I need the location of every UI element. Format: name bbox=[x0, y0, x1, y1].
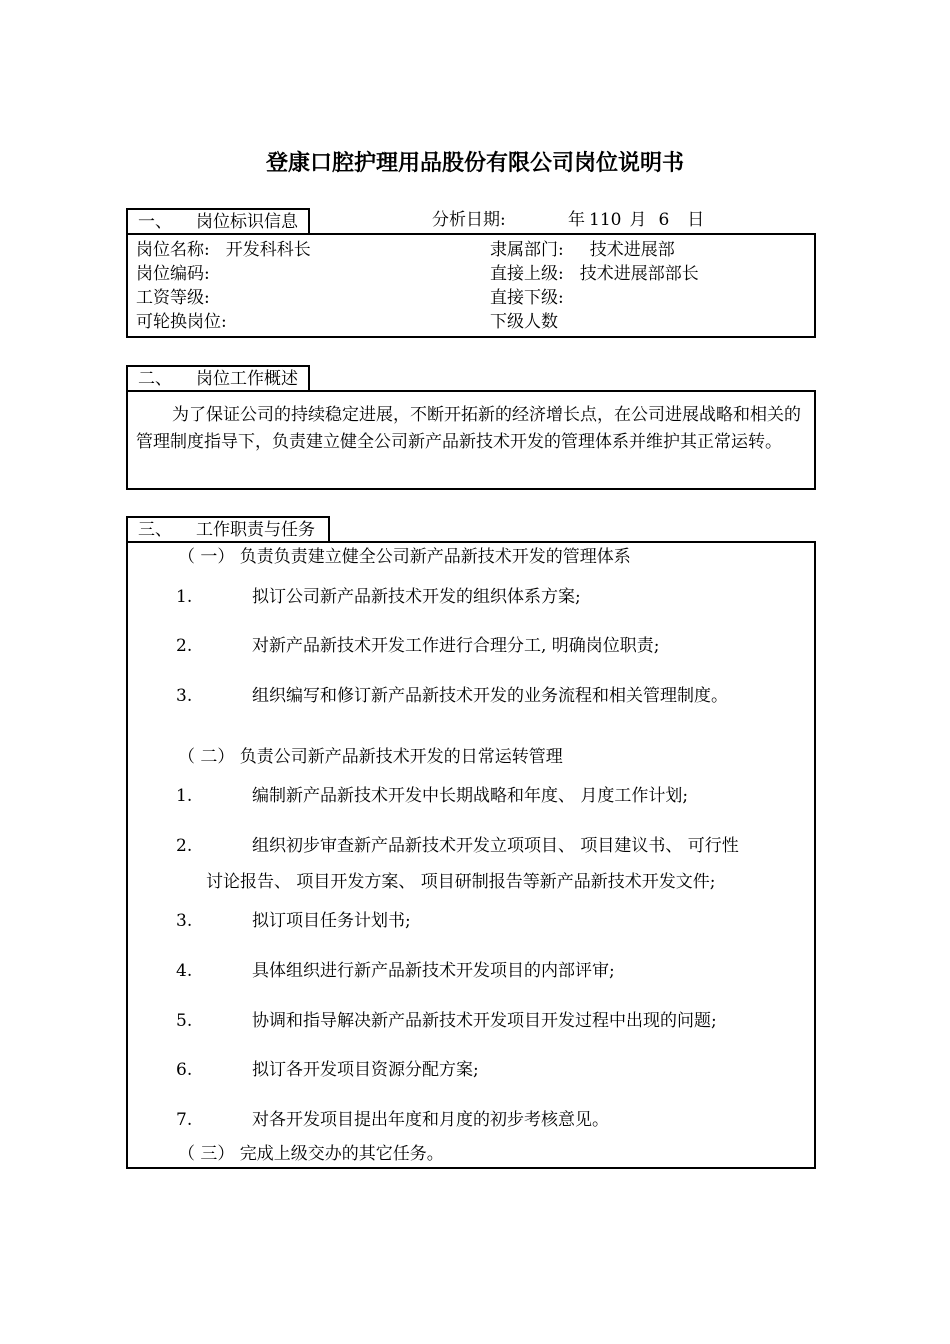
duty-item-continuation: 讨论报告、 项目开发方案、 项目研制报告等新产品新技术开发文件; bbox=[206, 872, 716, 892]
field-post-code bbox=[136, 262, 210, 286]
section3-box bbox=[126, 541, 816, 1169]
duty-item bbox=[128, 784, 814, 808]
section3-heading: 工作职责与任务 bbox=[196, 520, 315, 540]
duty-item-number: 5. bbox=[176, 1011, 193, 1031]
field-wage-grade bbox=[136, 286, 210, 310]
duty-item-text: 拟订公司新产品新技术开发的组织体系方案; bbox=[252, 587, 581, 607]
field-label: 岗位编码: bbox=[136, 264, 210, 284]
field-department bbox=[490, 238, 675, 262]
analysis-date bbox=[432, 208, 704, 232]
analysis-month-value: 110 bbox=[589, 210, 622, 230]
field-value: 开发科科长 bbox=[225, 240, 311, 260]
duty-item-text: 对各开发项目提出年度和月度的初步考核意见。 bbox=[252, 1110, 609, 1130]
duty-item-text: 组织初步审查新产品新技术开发立项项目、 项目建议书、 可行性 bbox=[252, 836, 739, 856]
analysis-label: 分析日期: bbox=[432, 210, 506, 230]
field-value: 技术进展部 bbox=[589, 240, 675, 260]
analysis-month-suffix: 月 bbox=[629, 210, 647, 230]
analysis-day-value: 6 bbox=[658, 210, 670, 230]
duty-item-number: 2. bbox=[176, 836, 193, 856]
field-label: 直接上级: bbox=[490, 264, 564, 284]
duty-item-text: 拟订项目任务计划书; bbox=[252, 911, 411, 931]
analysis-year-suffix: 年 bbox=[568, 210, 585, 230]
field-subordinate-count bbox=[490, 310, 558, 334]
field-label: 直接下级: bbox=[490, 288, 564, 308]
duty-item-text: 具体组织进行新产品新技术开发项目的内部评审; bbox=[252, 961, 615, 981]
section2-heading: 岗位工作概述 bbox=[196, 369, 298, 389]
section2-tab bbox=[126, 365, 310, 391]
duty-item bbox=[128, 634, 814, 658]
analysis-day-suffix: 日 bbox=[687, 210, 705, 230]
duty-item bbox=[128, 1009, 814, 1033]
section1-number: 一、 bbox=[138, 212, 172, 232]
duty-item bbox=[128, 585, 814, 609]
duty-item bbox=[128, 959, 814, 983]
field-label: 可轮换岗位: bbox=[136, 312, 227, 332]
duty-group-heading: （ 二） 负责公司新产品新技术开发的日常运转管理 bbox=[178, 747, 563, 767]
duty-item-number: 3. bbox=[176, 686, 193, 706]
duty-item-number: 6. bbox=[176, 1060, 193, 1080]
field-value: 技术进展部部长 bbox=[579, 264, 699, 284]
duty-item-number: 1. bbox=[176, 587, 193, 607]
duty-item-text: 协调和指导解决新产品新技术开发项目开发过程中出现的问题; bbox=[252, 1011, 717, 1031]
field-label: 下级人数 bbox=[490, 312, 558, 332]
section2-summary: 为了保证公司的持续稳定进展，不断开拓新的经济增长点，在公司进展战略和相关的管理制度指导下，负责建立健全公司新产品新技术开发的管理体系并维护其正常运转。 bbox=[136, 405, 801, 452]
duty-group-heading: （ 三） 完成上级交办的其它任务。 bbox=[178, 1144, 444, 1164]
section1-box bbox=[126, 233, 816, 338]
duty-item bbox=[128, 1058, 814, 1082]
duty-item bbox=[128, 834, 814, 858]
duty-item-number: 4. bbox=[176, 961, 193, 981]
section2-number: 二、 bbox=[138, 369, 172, 389]
section3-tab bbox=[126, 516, 330, 542]
field-direct-superior bbox=[490, 262, 699, 286]
duty-item-text: 组织编写和修订新产品新技术开发的业务流程和相关管理制度。 bbox=[252, 686, 728, 706]
duty-item-number: 1. bbox=[176, 786, 193, 806]
field-label: 隶属部门: bbox=[490, 240, 564, 260]
duty-item-number: 7. bbox=[176, 1110, 193, 1130]
duty-item bbox=[128, 1108, 814, 1132]
field-rotatable-post bbox=[136, 310, 227, 334]
field-post-name bbox=[136, 238, 311, 262]
field-label: 工资等级: bbox=[136, 288, 210, 308]
duty-group-heading: （ 一） 负责负责建立健全公司新产品新技术开发的管理体系 bbox=[178, 547, 631, 567]
section1-heading: 岗位标识信息 bbox=[196, 212, 298, 232]
duty-item bbox=[128, 909, 814, 933]
document-title: 登康口腔护理用品股份有限公司岗位说明书 bbox=[265, 151, 684, 176]
section2-box bbox=[126, 390, 816, 490]
duty-item-number: 2. bbox=[176, 636, 193, 656]
section1-tab bbox=[126, 208, 310, 234]
section3-number: 三、 bbox=[138, 520, 172, 540]
duty-item-text: 拟订各开发项目资源分配方案; bbox=[252, 1060, 479, 1080]
duty-item-text: 编制新产品新技术开发中长期战略和年度、 月度工作计划; bbox=[252, 786, 689, 806]
field-direct-subordinate bbox=[490, 286, 564, 310]
duty-item-text: 对新产品新技术开发工作进行合理分工, 明确岗位职责; bbox=[252, 636, 660, 656]
field-label: 岗位名称: bbox=[136, 240, 210, 260]
duty-item bbox=[128, 684, 814, 708]
duty-item-number: 3. bbox=[176, 911, 193, 931]
